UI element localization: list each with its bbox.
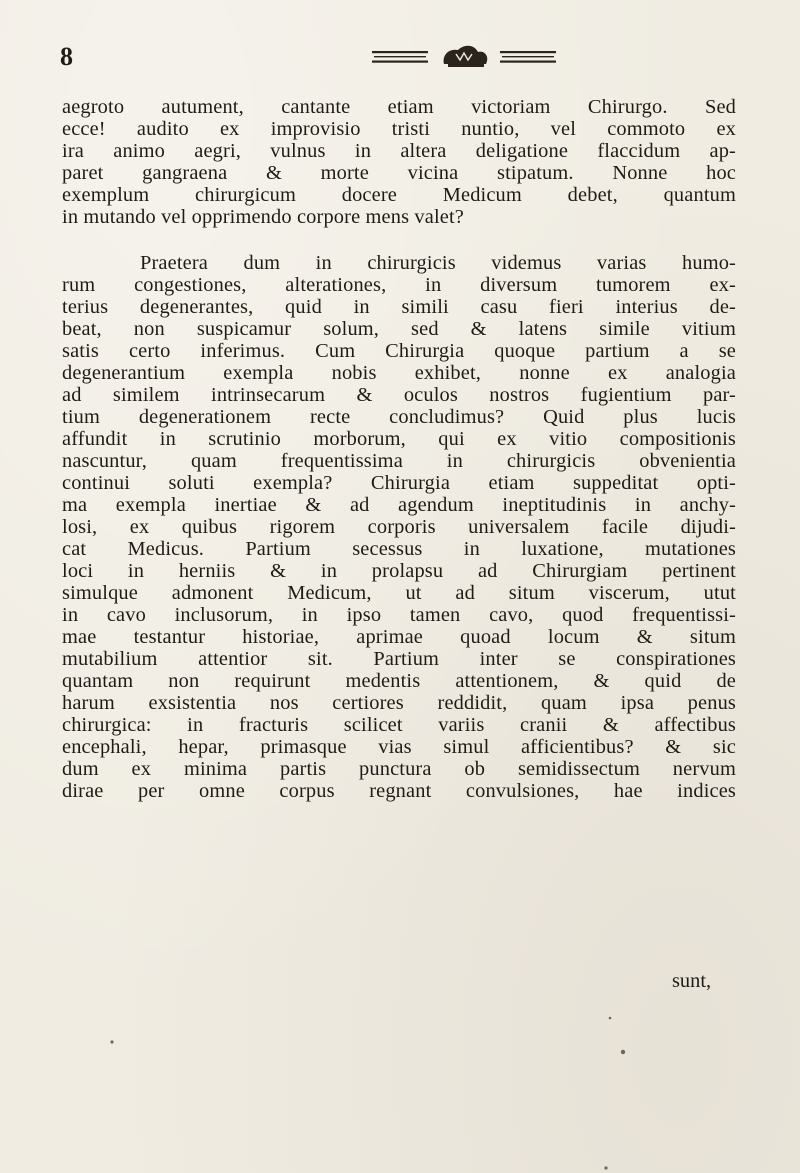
- text-line: rum congestiones, alterationes, in diversum tumorem ex-: [62, 274, 736, 296]
- text-line: losi, ex quibus rigorem corporis universalem facile dijudi-: [62, 516, 736, 538]
- text-line: chirurgica: in fracturis scilicet variis cranii & affectibus: [62, 714, 736, 736]
- text-line: harum exsistentia nos certiores reddidit, quam ipsa penus: [62, 692, 736, 714]
- paragraph-2: [62, 252, 736, 802]
- text-line: degenerantium exempla nobis exhibet, nonne ex analogia: [62, 362, 736, 384]
- text-line: in mutando vel opprimendo corpore mens valet?: [62, 206, 464, 228]
- text-line: tium degenerationem recte concludimus? Quid plus lucis: [62, 406, 736, 428]
- text-line: loci in herniis & in prolapsu ad Chirurgiam pertinent: [62, 560, 736, 582]
- text-line: dirae per omne corpus regnant convulsiones, hae indices: [62, 780, 736, 802]
- text-line: Praetera dum in chirurgicis videmus varias humo-: [140, 252, 736, 274]
- catchword: sunt,: [672, 970, 712, 992]
- text-line: satis certo inferimus. Cum Chirurgia quoque partium a se: [62, 340, 736, 362]
- text-line: mutabilium attentior sit. Partium inter se conspirationes: [62, 648, 736, 670]
- text-line: quantam non requirunt medentis attentionem, & quid de: [62, 670, 736, 692]
- text-line: nascuntur, quam frequentissima in chirurgicis obvenientia: [62, 450, 736, 472]
- text-line: simulque admonent Medicum, ut ad situm viscerum, utut: [62, 582, 736, 604]
- page-header: [0, 40, 800, 80]
- text-line: aegroto autument, cantante etiam victoriam Chirurgo. Sed: [62, 96, 736, 118]
- text-line: beat, non suspicamur solum, sed & latens simile vitium: [62, 318, 736, 340]
- paragraph-1: [62, 96, 736, 228]
- text-line: cat Medicus. Partium secessus in luxatione, mutationes: [62, 538, 736, 560]
- page-number: 8: [60, 42, 73, 71]
- header-ornament-icon: [372, 42, 592, 72]
- text-line: terius degenerantes, quid in simili casu fieri interius de-: [62, 296, 736, 318]
- text-line: ad similem intrinsecarum & oculos nostros fugientium par-: [62, 384, 736, 406]
- text-line: ma exempla inertiae & ad agendum ineptitudinis in anchy-: [62, 494, 736, 516]
- text-line: affundit in scrutinio morborum, qui ex vitio compositionis: [62, 428, 736, 450]
- text-line: continui soluti exempla? Chirurgia etiam suppeditat opti-: [62, 472, 736, 494]
- text-line: encephali, hepar, primasque vias simul afficientibus? & sic: [62, 736, 736, 758]
- text-line: paret gangraena & morte vicina stipatum. Nonne hoc: [62, 162, 736, 184]
- text-line: dum ex minima partis punctura ob semidissectum nervum: [62, 758, 736, 780]
- text-line: exemplum chirurgicum docere Medicum debet, quantum: [62, 184, 736, 206]
- text-line: ira animo aegri, vulnus in altera deligatione flaccidum ap-: [62, 140, 736, 162]
- body-text: [62, 96, 736, 802]
- text-line: in cavo inclusorum, in ipso tamen cavo, quod frequentissi-: [62, 604, 736, 626]
- text-line: ecce! audito ex improvisio tristi nuntio, vel commoto ex: [62, 118, 736, 140]
- text-line: mae testantur historiae, aprimae quoad locum & situm: [62, 626, 736, 648]
- paragraph-gap: [62, 228, 736, 252]
